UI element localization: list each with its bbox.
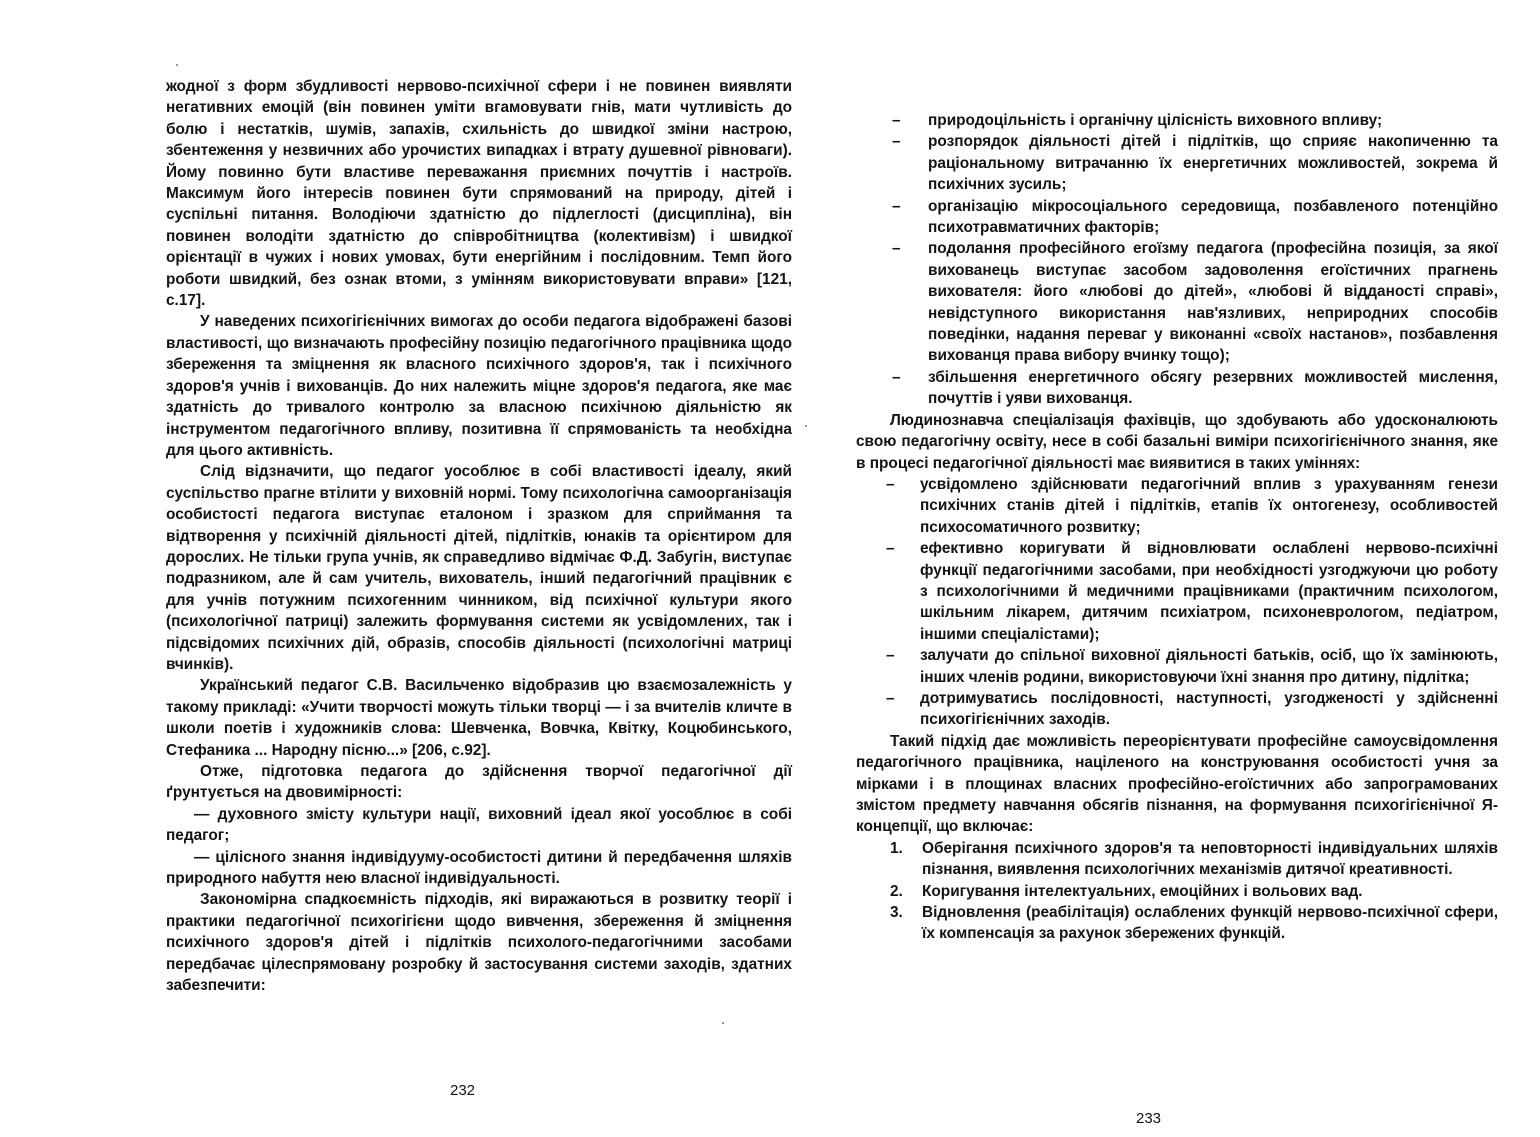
numbered-item (856, 838, 1498, 881)
list-item-text: подолання професійного егоїзму педагога (професійна позиція, за якої вихованець виступає засобом задоволення егоїстичних прагнень вихователя: його «любові до дітей», «любові й відданості справі», невідступного використання нав'язливих, неприродних способів поведінки, надання переваг у виконанні «своїх настанов», позбавлення вихованця права вибору вчинку тощо); (928, 240, 1498, 365)
list-item (856, 238, 1498, 366)
dash-item: — духовного змісту культури нації, виховний ідеал якої уособлює в собі педагог; (166, 805, 792, 845)
list-item (856, 110, 1498, 131)
list-item (856, 645, 1498, 688)
scan-speck (722, 1022, 724, 1024)
numbered-item (856, 881, 1498, 902)
list-item (856, 196, 1498, 239)
list-item-text: усвідомлено здійснювати педагогічний вплив з урахуванням генези психічних станів дітей і підлітків, етапів їх онтогенезу, особливостей психосоматичного розвитку; (920, 475, 1498, 536)
left-page-text (166, 76, 792, 996)
dash-marker: – (886, 475, 895, 493)
dash-marker: – (886, 540, 895, 558)
right-page-text (856, 110, 1498, 945)
paragraph: Людинознавча спеціалізація фахівців, що здобувають або удосконалюють свою педагогічну освіту, несе в собі базальні виміри психогігієнічного знання, яке в процесі педагогічної діяльності має виявитися в таких уміннях: (856, 411, 1498, 472)
paragraph: Український педагог С.В. Васильченко відобразив цю взаємозалежність у такому прикладі: «Учити творчості можуть тільки творці — і за вчителів кличте в школи поетів і художників слова: Шевченка, Вовчка, Квітку, Коцюбинського, Стефаника ... Народну пісню...» [206, с.92]. (166, 677, 792, 759)
list-item (856, 688, 1498, 731)
list-item (856, 131, 1498, 195)
list-item-text: дотримуватись послідовності, наступності, узгодженості у здійсненні психогігієнічних заходів. (920, 689, 1498, 729)
list-item-text: ефективно коригувати й відновлювати ослаблені нервово-психічні функції педагогічними засобами, при необхідності узгоджуючи цю роботу з психологічними й медичними працівниками (практичним психологом, шкільним лікарем, дитячим психіатром, психоневрологом, педіатром, іншими спеціалістами); (920, 540, 1498, 643)
numbered-list (856, 838, 1498, 945)
dash-marker: – (892, 197, 901, 215)
paragraph-continued: жодної з форм збудливості нервово-психічної сфери і не повинен виявляти негативних емоцій (він повинен уміти вгамовувати гнів, мати чутливість до болю і нестатків, шумів, запахів, схильність до швидкої зміни настрою, збентеження у незвичних або урочистих випадках і втрату душевної рівноваги). Йому повинно бути властиве переважання приємних почуттів і настроїв. Максимум його інтересів повинен бути спрямований на природу, дітей і суспільні питання. Володіючи здатністю до підлеглості (дисципліна), він повинен володіти здатністю до співробітництва (колективізм) і швидкої орієнтації в чужих і нових умовах, бути енергійним і послідовним. Темп його роботи швидкий, без ознак втоми, з умінням використовувати вправи» [121, с.17]. (166, 78, 792, 310)
paragraph: Отже, підготовка педагога до здійснення творчої педагогічної дії ґрунтується на двовимірності: (166, 763, 792, 802)
dash-marker: – (886, 689, 895, 707)
dash-marker: – (886, 647, 895, 665)
measures-list (856, 110, 1498, 410)
list-item-text: збільшення енергетичного обсягу резервних можливостей мислення, почуттів і уяви вихованця. (928, 368, 1498, 408)
list-item-text: природоцільність і органічну цілісність виховного впливу; (928, 112, 1383, 129)
dash-marker: – (892, 240, 901, 258)
paragraph: У наведених психогігієнічних вимогах до особи педагога відображені базові властивості, що визначають професійну позицію педагогічного працівника щодо збереження та зміцнення як власного психічного здоров'я, так і психічного здоров'я учнів і вихованців. До них належить міцне здоров'я педагога, яке має здатність до тривалого контролю за власною психічною діяльністю як інструментом педагогічного впливу, позитивна її спрямованість та необхідна для цього активність. (166, 313, 792, 459)
numbered-item-text: Відновлення (реабілітація) ослаблених функцій нервово-психічної сфери, їх компенсація за рахунок збережених функцій. (922, 904, 1498, 943)
list-item (856, 474, 1498, 538)
paragraph: Слід відзначити, що педагог уособлює в собі властивості ідеалу, який суспільство прагне втілити у виховній нормі. Тому психологічна самоорганізація особистості педагога виступає еталоном і зразком для сприймання та відтворення у психічній діяльності дітей, підлітків, юнаків та орієнтиром для дорослих. Не тільки група учнів, як справедливо відмічає Ф.Д. Забугін, виступає подразником, але й сам учитель, вихователь, інший педагогічний працівник є для учнів потужним психогенним чинником, від психічної культури якого (психологічної патриці) залежить формування системи як усвідомлених, так і підсвідомих психічних дій, образів, способів діяльності (психологічні матриці вчинків). (166, 463, 792, 673)
item-number: 1. (890, 839, 903, 857)
item-number: 2. (890, 882, 903, 900)
page-number: 233 (1136, 1110, 1162, 1127)
dash-marker: – (892, 112, 901, 129)
list-item-text: залучати до спільної виховної діяльності батьків, осіб, що їх замінюють, інших членів родини, використовуючи їхні знання про дитину, підлітка; (920, 647, 1498, 686)
list-item (856, 367, 1498, 410)
skills-list (856, 474, 1498, 731)
numbered-item-text: Коригування інтелектуальних, емоційних і вольових вад. (922, 882, 1363, 900)
page-number: 232 (450, 1082, 476, 1099)
list-item-text: організацію мікросоціального середовища, позбавленого потенційно психотравматичних факторів; (928, 197, 1498, 237)
numbered-item (856, 902, 1498, 945)
numbered-item-text: Оберігання психічного здоров'я та неповторності індивідуальних шляхів пізнання, виявлення психологічних механізмів дитячої креативності. (922, 839, 1498, 879)
paragraph: Такий підхід дає можливість переорієнтувати професійне самоусвідомлення педагогічного працівника, націленого на конструювання особистості учня за мірками і в площинах власних професійно-егоїстичних або запрограмованих змістом предмету навчання обсягів пізнання, на формування психогігієнічної Я-концепції, що включає: (856, 732, 1498, 836)
scan-speck (176, 64, 178, 66)
item-number: 3. (890, 904, 903, 922)
paragraph: Закономірна спадкоємність підходів, які виражаються в розвитку теорії і практики педагогічної психогігієни щодо вивчення, збереження й зміцнення психічного здоров'я дітей і підлітків психолого-педагогічними засобами передбачає цілеспрямовану розробку й застосування системи заходів, здатних забезпечити: (166, 891, 792, 995)
list-item (856, 538, 1498, 645)
dash-marker: – (892, 368, 901, 386)
right-page (770, 0, 1540, 1137)
dash-marker: – (892, 133, 901, 151)
list-item-text: розпорядок діяльності дітей і підлітків, що сприяє накопиченню та раціональному витрачанню їх енергетичних можливостей, зокрема й психічних зусиль; (928, 133, 1498, 194)
dash-item: — цілісного знання індивідууму-особистості дитини й передбачення шляхів природного набуття нею власної індивідуальності. (166, 848, 792, 888)
